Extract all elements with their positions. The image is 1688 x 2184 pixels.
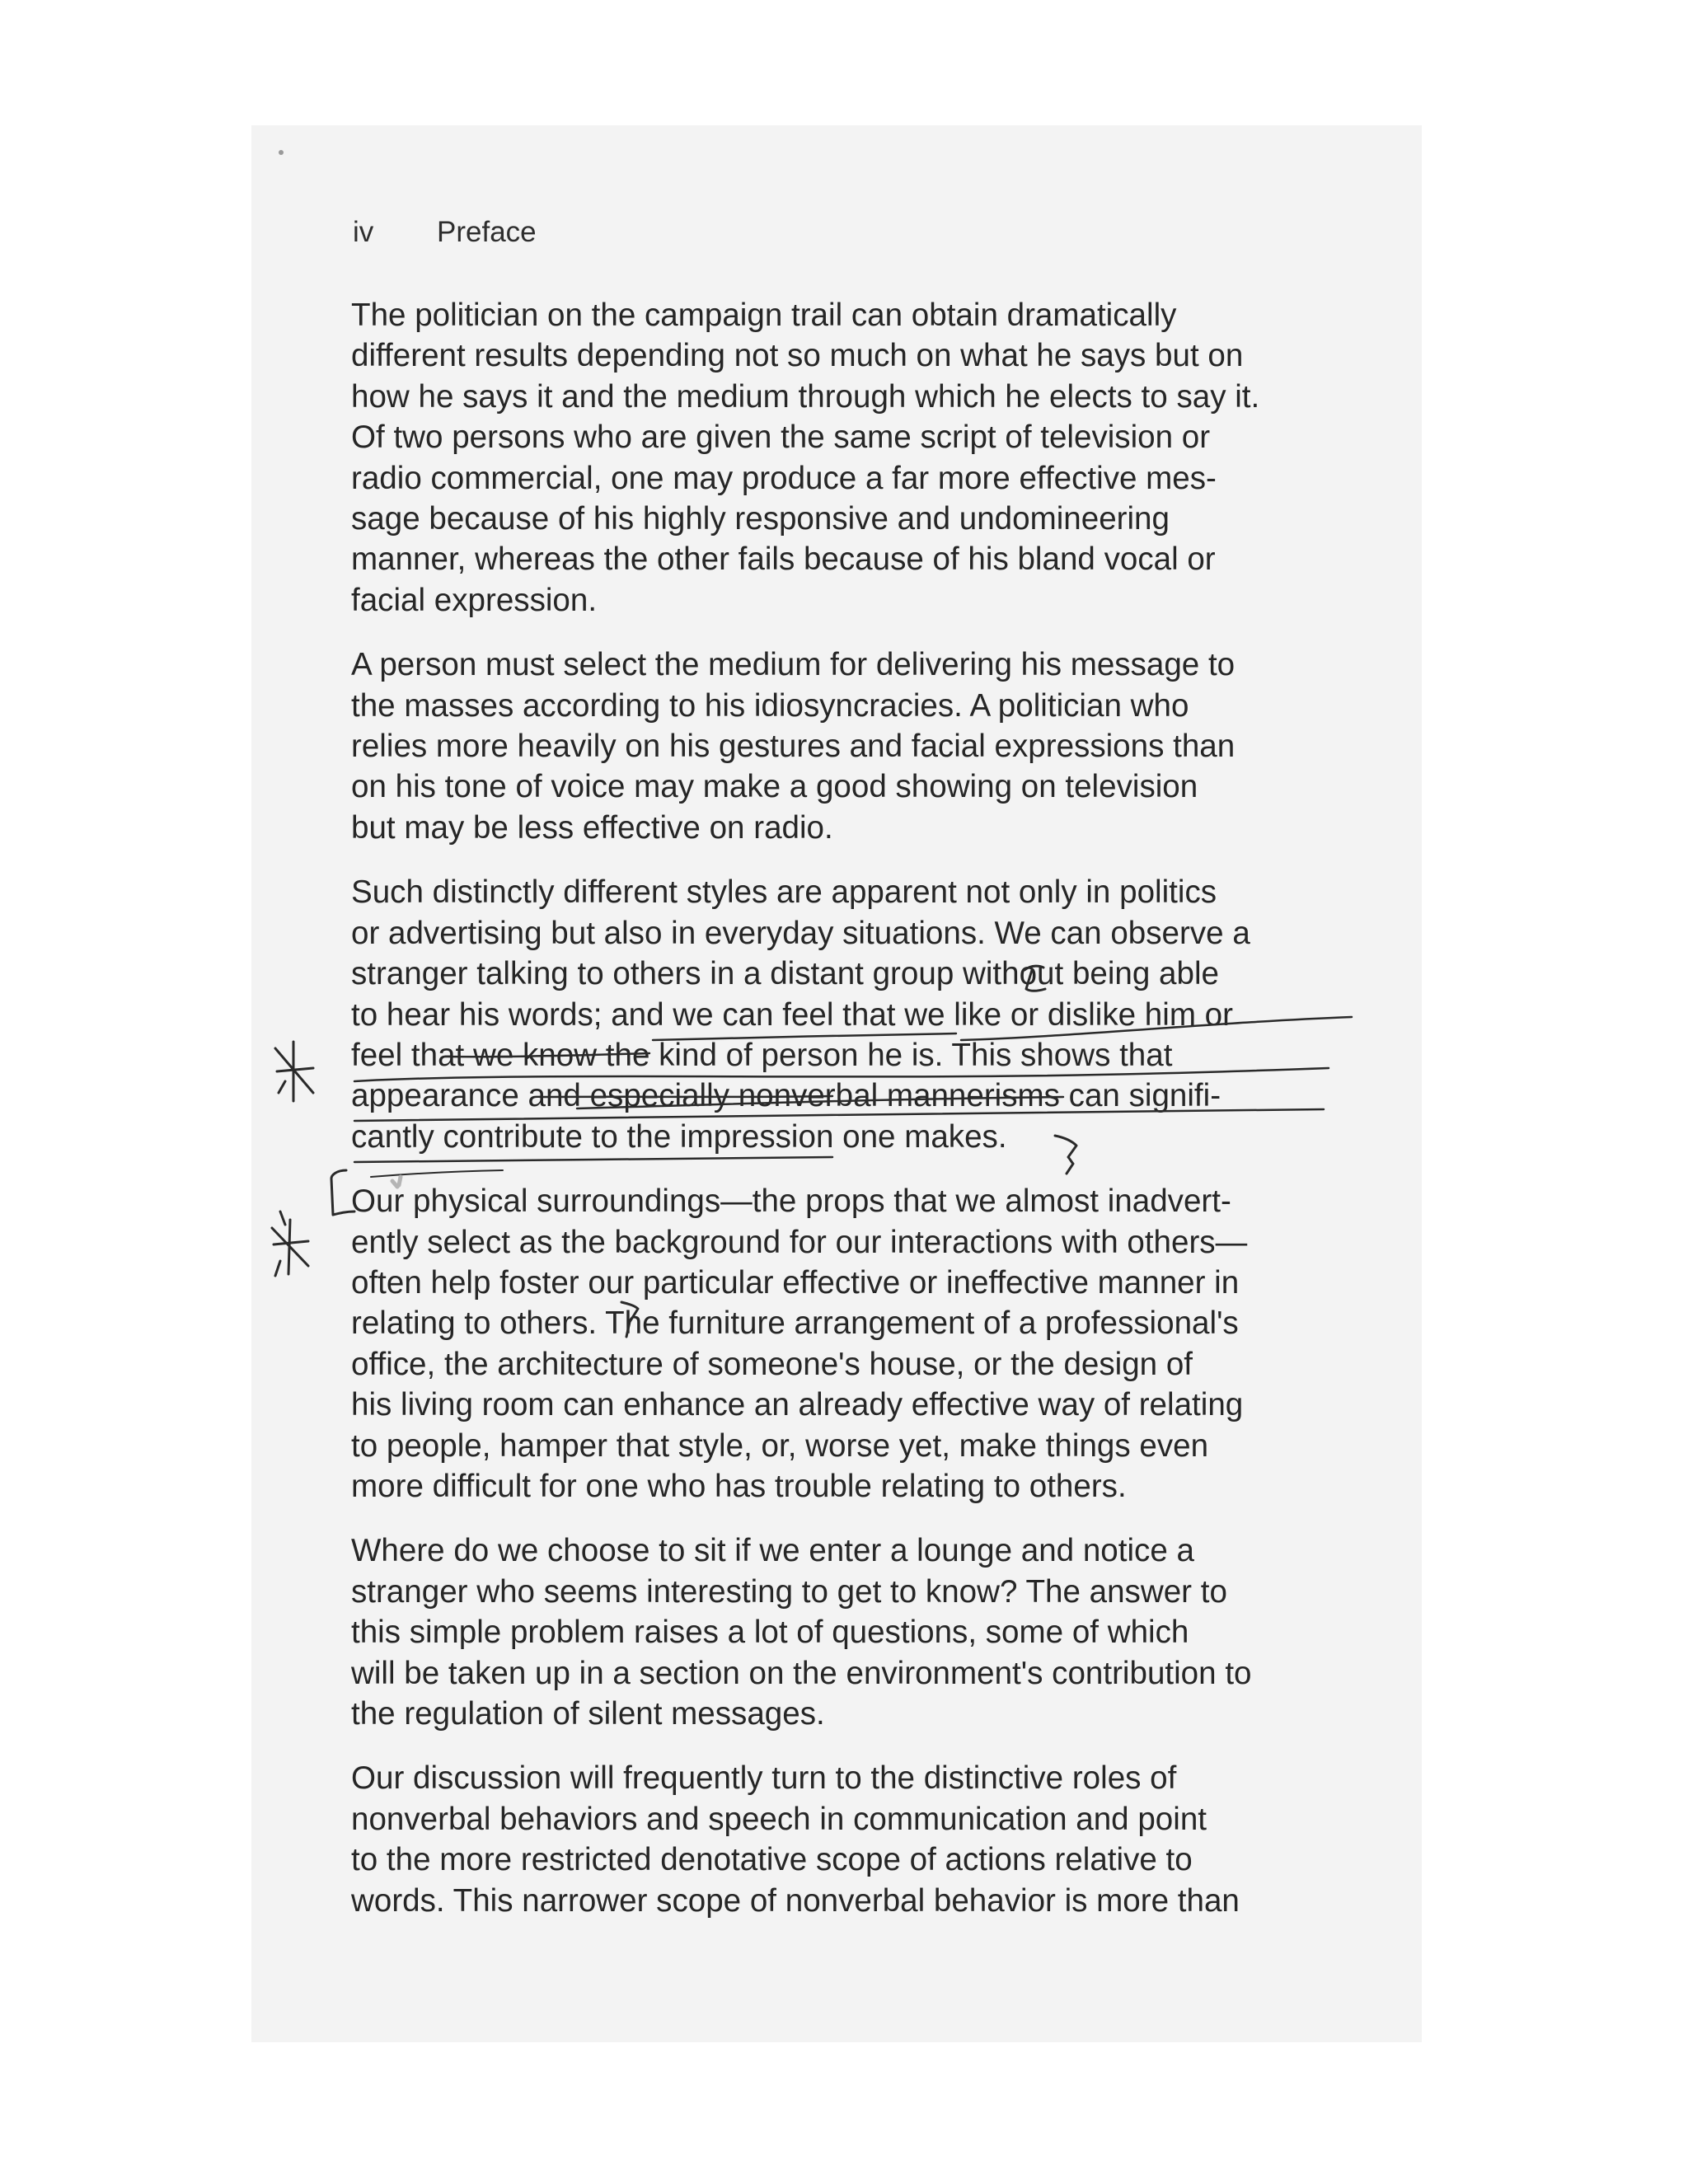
body-text <box>351 295 1322 1945</box>
section-title: Preface <box>437 216 537 248</box>
paragraph-2: A person must select the medium for delivering his message to the masses according to his idiosyncracies. A politician who relies more heavily on his gestures and facial expressions than on his tone of voice may make a good showing on television but may be less effective on radio. <box>351 647 1236 846</box>
page-number: iv <box>353 216 374 248</box>
paragraph-1: The politician on the campaign trail can obtain dramatically different results depending not so much on what he says but on how he says it and the medium through which he elects to say it. Of two persons who are given the same script of television or radio commercial, one may produce a far more effective mes- sage because of his highly responsive and undomineering manner, whereas the other fails because of his bland vocal or facial expression. <box>351 298 1260 618</box>
scan-speck <box>279 150 284 155</box>
paragraph-4: Our physical surroundings—the props that we almost inadvert- ently select as the background for our interactions with others— often help foster our particular effective or ineffective manner in relating to others. The furniture arrangement of a professional's office, the architecture of someone's house, or the design of his living room can enhance an already effective way of relating to people, hamper that style, or, worse yet, make things even more difficult for one who has trouble relating to others. <box>351 1183 1248 1504</box>
paragraph-3: Such distinctly different styles are apparent not only in politics or advertising but also in everyday situations. We can observe a stranger talking to others in a distant group without being able to hear his words; and we can feel that we like or dislike him or feel that we know the kind of person he is. This shows that appearance and especially nonverbal mannerisms can signifi- cantly contribute to the impression one makes. <box>351 874 1250 1155</box>
running-head <box>353 216 537 249</box>
paragraph-5: Where do we choose to sit if we enter a lounge and notice a stranger who seems interesting to get to know? The answer to this simple problem raises a lot of questions, some of which will be taken up in a section on the environment's contribution to the regulation of silent messages. <box>351 1533 1252 1732</box>
paragraph-6: Our discussion will frequently turn to the distinctive roles of nonverbal behaviors and speech in communication and point to the more restricted denotative scope of actions relative to words. This narrower scope of nonverbal behavior is more than <box>351 1760 1240 1919</box>
